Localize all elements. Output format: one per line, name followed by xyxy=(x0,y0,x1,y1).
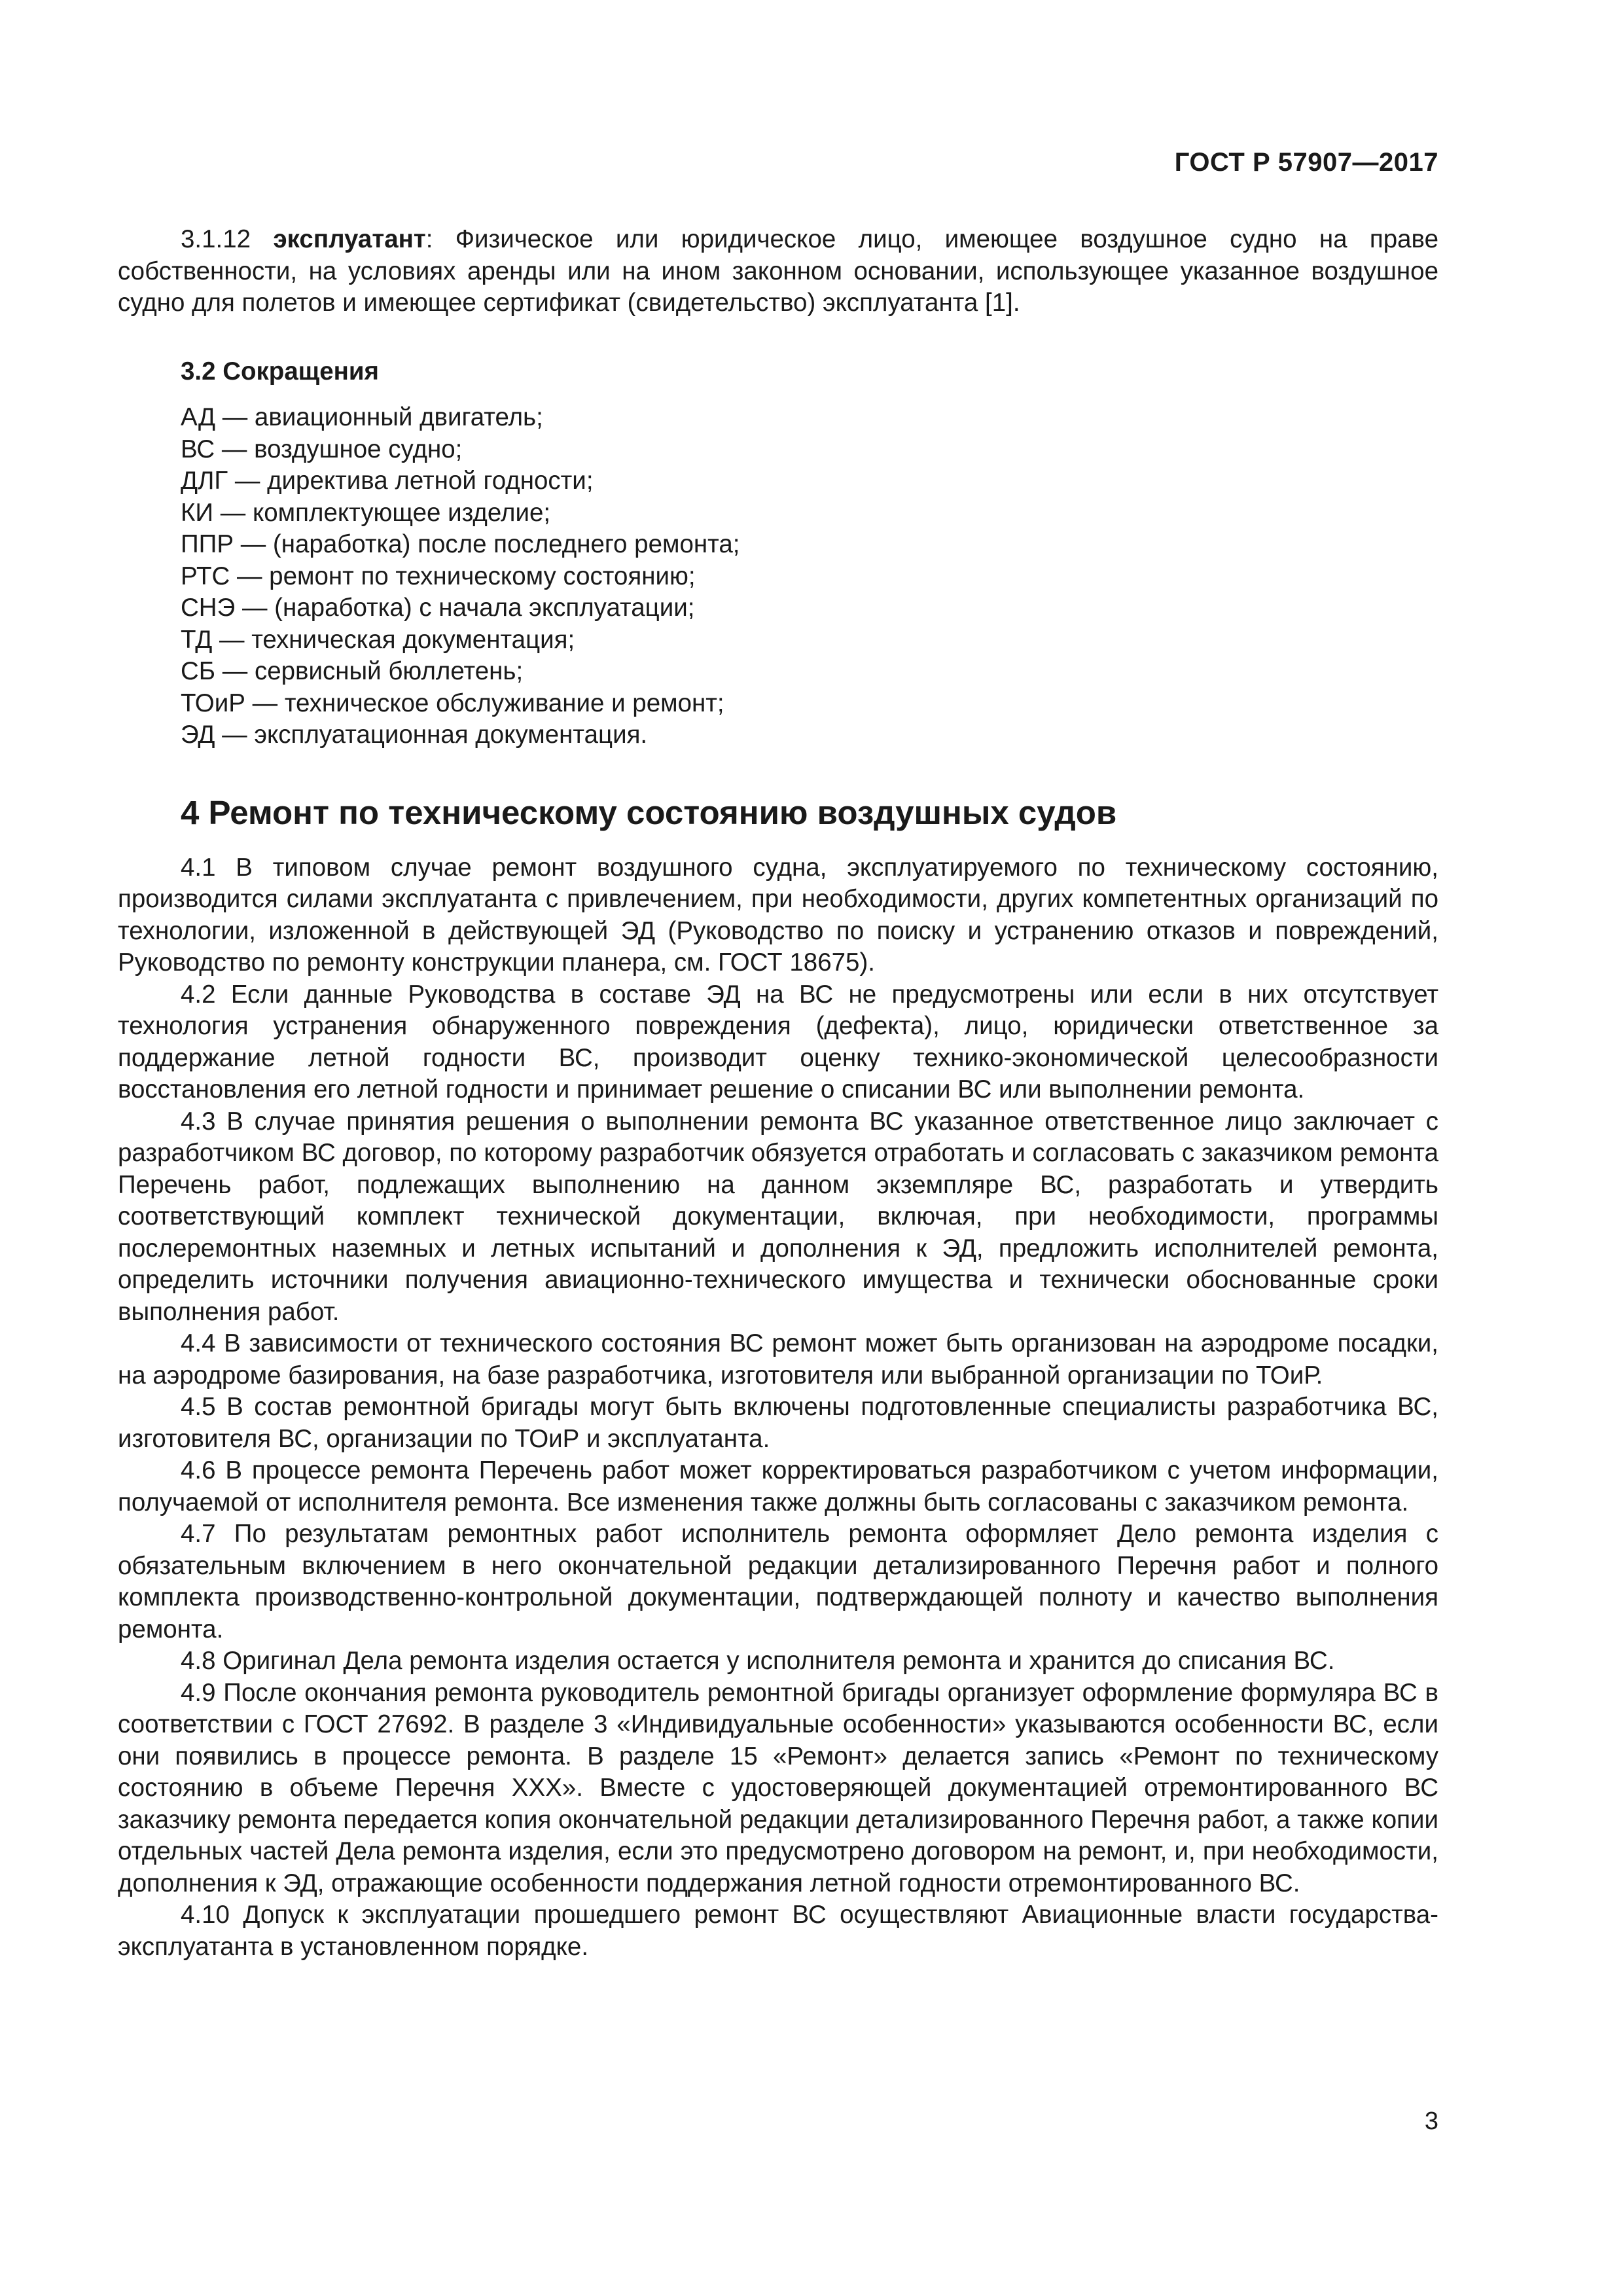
abbreviation-item: ТД — техническая документация; xyxy=(181,625,575,654)
definition-text: : Физическое или юридическое лицо, имеющее воздушное судно на праве собственности, на условиях аренды или на ином законном основании, использующее указанное воздушное судно для полетов и имеющее сертификат (свидетельство) эксплуатанта [1]. xyxy=(118,225,1438,317)
paragraph-4-7: 4.7 По результатам ремонтных работ исполнитель ремонта оформляет Дело ремонта изделия с обязательным включением в него окончательной редакции детализированного Перечня работ и полного комплекта производственно-контрольной документации, подтверждающей полноту и качество выполнения ремонта. xyxy=(118,1520,1438,1643)
abbreviation-item: АД — авиационный двигатель; xyxy=(181,403,543,431)
abbreviation-item: ДЛГ — директива летной годности; xyxy=(181,467,594,495)
abbreviations-list xyxy=(181,402,1438,751)
paragraph-4-2: 4.2 Если данные Руководства в составе ЭД на ВС не предусмотрены или если в них отсутствует технология устранения обнаруженного повреждения (дефекта), лицо, юридически ответственное за поддержание летной годности ВС, производит оценку технико-экономической целесообразности восстановления его летной годности и принимает решение о списании ВС или выполнении ремонта. xyxy=(118,980,1438,1103)
paragraph-4-1: 4.1 В типовом случае ремонт воздушного судна, эксплуатируемого по техническому состоянию, производится силами эксплуатанта с привлечением, при необходимости, других компетентных организаций по технологии, изложенной в действующей ЭД (Руководство по поиску и устранению отказов и повреждений, Руководство по ремонту конструкции планера, см. ГОСТ 18675). xyxy=(118,853,1438,977)
paragraph-4-4: 4.4 В зависимости от технического состояния ВС ремонт может быть организован на аэродроме посадки, на аэродроме базирования, на базе разработчика, изготовителя или выбранной организации по ТОиР. xyxy=(118,1329,1438,1390)
abbreviation-item: ВС — воздушное судно; xyxy=(181,435,463,463)
abbreviation-item: ЭД — эксплуатационная документация. xyxy=(181,721,648,749)
document-id: ГОСТ Р 57907—2017 xyxy=(1174,148,1438,177)
abbreviation-item: ТОиР — техническое обслуживание и ремонт; xyxy=(181,689,724,717)
abbreviation-item: КИ — комплектующее изделие; xyxy=(181,498,551,527)
paragraph-4-8: 4.8 Оригинал Дела ремонта изделия остается у исполнителя ремонта и хранится до списания ВС. xyxy=(181,1647,1335,1675)
page-number: 3 xyxy=(1424,2108,1438,2135)
paragraph-4-9: 4.9 После окончания ремонта руководитель ремонтной бригады организует оформление формуляра ВС в соответствии с ГОСТ 27692. В разделе 3 «Индивидуальные особенности» указываются особенности ВС, если они появились в процессе ремонта. В разделе 15 «Ремонт» делается запись «Ремонт по техническому состоянию в объеме Перечня ХХХ». Вместе с удостоверяющей документацией отремонтированного ВС заказчику ремонта передается копия окончательной редакции детализированного Перечня работ, а также копии отдельных частей Дела ремонта изделия, если это предусмотрено договором на ремонт, и, при необходимости, дополнения к ЭД, отражающие особенности поддержания летной годности отремонтированного ВС. xyxy=(118,1678,1438,1897)
paragraph-4-3: 4.3 В случае принятия решения о выполнении ремонта ВС указанное ответственное лицо заключает с разработчиком ВС договор, по которому разработчик обязуется отработать и согласовать с заказчиком ремонта Перечень работ, подлежащих выполнению на данном экземпляре ВС, разработать и утвердить соответствующий комплект технической документации, включая, при необходимости, программы послеремонтных наземных и летных испытаний и дополнения к ЭД, предложить исполнителей ремонта, определить источники получения авиационно-технического имущества и технически обоснованные сроки выполнения работ. xyxy=(118,1107,1438,1326)
section-4-heading: 4 Ремонт по техническому состоянию воздушных судов xyxy=(181,793,1117,831)
abbreviation-item: СБ — сервисный бюллетень; xyxy=(181,657,524,685)
page-content xyxy=(118,224,1438,1963)
definition-term: эксплуатант xyxy=(273,225,426,253)
abbreviation-item: РТС — ремонт по техническому состоянию; xyxy=(181,562,696,590)
paragraph-4-6: 4.6 В процессе ремонта Перечень работ может корректироваться разработчиком с учетом информации, получаемой от исполнителя ремонта. Все изменения также должны быть согласованы с заказчиком ремонта. xyxy=(118,1456,1438,1516)
definition-3-1-12 xyxy=(118,224,1438,319)
paragraph-4-5: 4.5 В состав ремонтной бригады могут быть включены подготовленные специалисты разработчика ВС, изготовителя ВС, организации по ТОиР и эксплуатанта. xyxy=(118,1393,1438,1453)
abbreviation-item: СНЭ — (наработка) с начала эксплуатации; xyxy=(181,594,695,622)
abbreviations-heading: 3.2 Сокращения xyxy=(181,357,380,386)
abbreviation-item: ППР — (наработка) после последнего ремонта; xyxy=(181,530,740,558)
paragraph-4-10: 4.10 Допуск к эксплуатации прошедшего ремонт ВС осуществляют Авиационные власти государства-эксплуатанта в установленном порядке. xyxy=(118,1901,1438,1961)
definition-number: 3.1.12 xyxy=(181,225,251,253)
